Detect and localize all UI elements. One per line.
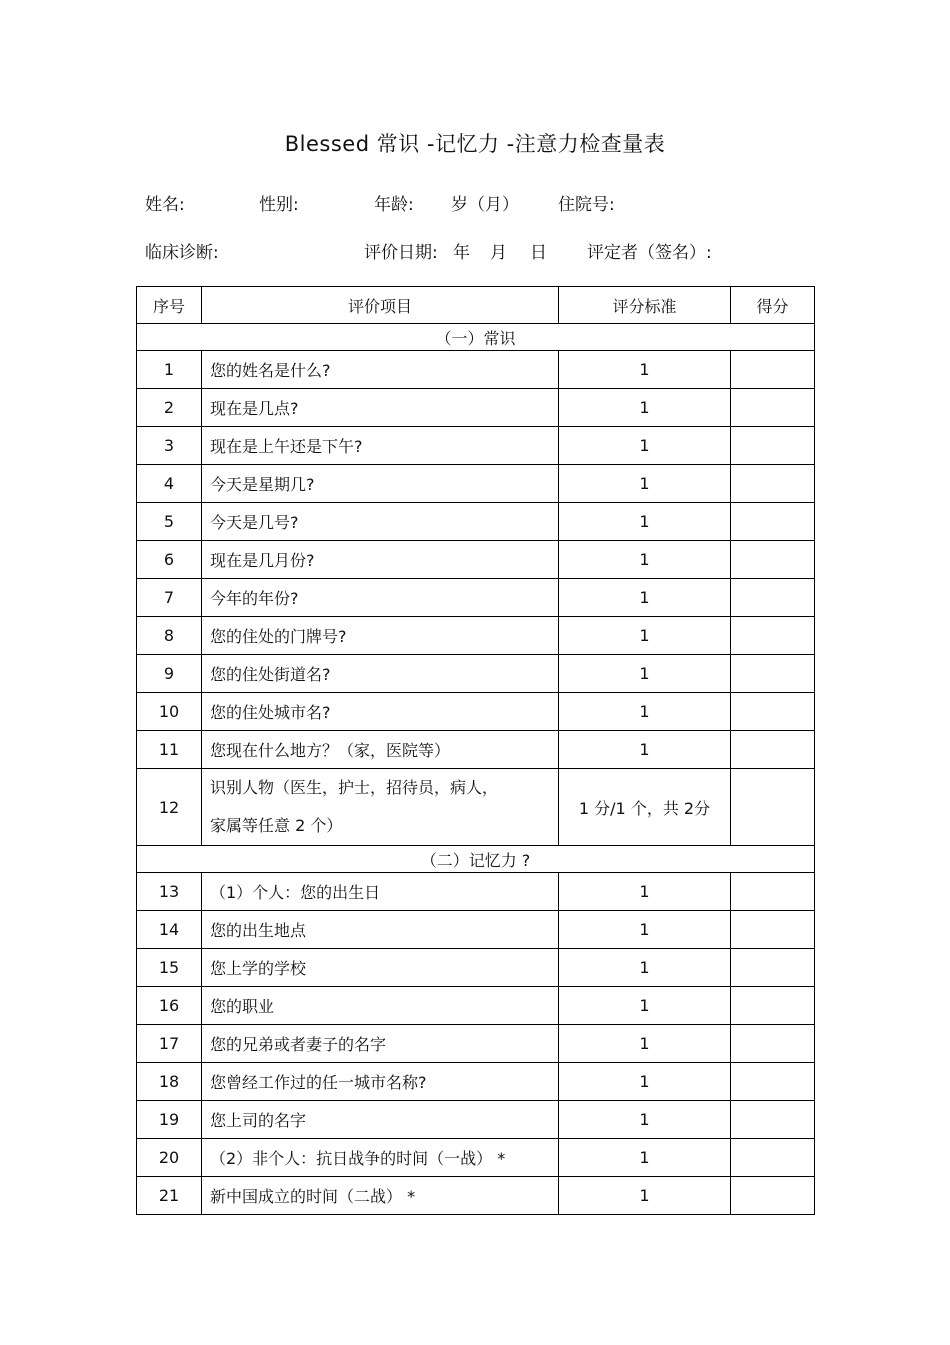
score-cell[interactable] xyxy=(731,465,815,503)
row-item: 您现在什么地方？（家，医院等） xyxy=(202,731,559,769)
row-item: 今天是星期几? xyxy=(202,465,559,503)
row-item: 现在是几月份? xyxy=(202,541,559,579)
row-no: 8 xyxy=(137,617,202,655)
row-item: 您上学的学校 xyxy=(202,949,559,987)
row-no: 12 xyxy=(137,769,202,846)
score-cell[interactable] xyxy=(731,427,815,465)
table-row xyxy=(137,1177,815,1215)
score-cell[interactable] xyxy=(731,873,815,911)
row-item: （1）个人：您的出生日 xyxy=(202,873,559,911)
table-row xyxy=(137,617,815,655)
row-item: 现在是上午还是下午? xyxy=(202,427,559,465)
header-no: 序号 xyxy=(137,287,202,324)
table-row xyxy=(137,693,815,731)
row-item: 您的住处城市名? xyxy=(202,693,559,731)
age-unit-label: 岁（月） xyxy=(451,195,519,215)
table-row xyxy=(137,389,815,427)
table-row xyxy=(137,1101,815,1139)
score-cell[interactable] xyxy=(731,731,815,769)
row-no: 10 xyxy=(137,693,202,731)
row-item: 您的住处街道名? xyxy=(202,655,559,693)
row-no: 20 xyxy=(137,1139,202,1177)
score-cell[interactable] xyxy=(731,949,815,987)
row-standard: 1 xyxy=(559,693,731,731)
row-standard: 1 分/1 个，共 2分 xyxy=(559,769,731,846)
score-cell[interactable] xyxy=(731,579,815,617)
row-item-line: 家属等任意 2 个） xyxy=(210,816,343,835)
row-standard: 1 xyxy=(559,1177,731,1215)
table-row xyxy=(137,541,815,579)
row-item: 今年的年份? xyxy=(202,579,559,617)
diagnosis-label: 临床诊断: xyxy=(145,243,219,263)
header-item: 评价项目 xyxy=(202,287,559,324)
row-standard: 1 xyxy=(559,617,731,655)
row-item: 您上司的名字 xyxy=(202,1101,559,1139)
section-title: （二）记忆力 ? xyxy=(137,846,815,873)
table-row xyxy=(137,1063,815,1101)
row-no: 5 xyxy=(137,503,202,541)
table-row xyxy=(137,911,815,949)
header-score: 得分 xyxy=(731,287,815,324)
row-no: 15 xyxy=(137,949,202,987)
table-row xyxy=(137,579,815,617)
row-no: 17 xyxy=(137,1025,202,1063)
score-cell[interactable] xyxy=(731,911,815,949)
row-standard: 1 xyxy=(559,579,731,617)
table-row xyxy=(137,351,815,389)
row-standard: 1 xyxy=(559,1063,731,1101)
row-no: 3 xyxy=(137,427,202,465)
row-no: 1 xyxy=(137,351,202,389)
score-cell[interactable] xyxy=(731,987,815,1025)
score-cell[interactable] xyxy=(731,769,815,846)
row-standard: 1 xyxy=(559,1101,731,1139)
row-standard: 1 xyxy=(559,427,731,465)
row-no: 7 xyxy=(137,579,202,617)
row-no: 2 xyxy=(137,389,202,427)
row-no: 6 xyxy=(137,541,202,579)
row-item: 您的姓名是什么? xyxy=(202,351,559,389)
age-label: 年龄: xyxy=(374,195,414,215)
section-title: （一）常识 xyxy=(137,324,815,351)
year-label: 年 xyxy=(453,243,470,263)
row-item: 您的出生地点 xyxy=(202,911,559,949)
row-standard: 1 xyxy=(559,1025,731,1063)
table-row xyxy=(137,1139,815,1177)
score-cell[interactable] xyxy=(731,693,815,731)
row-standard: 1 xyxy=(559,949,731,987)
row-standard: 1 xyxy=(559,465,731,503)
row-item: 您的职业 xyxy=(202,987,559,1025)
row-no: 13 xyxy=(137,873,202,911)
score-cell[interactable] xyxy=(731,351,815,389)
row-item: 您的兄弟或者妻子的名字 xyxy=(202,1025,559,1063)
score-cell[interactable] xyxy=(731,1177,815,1215)
row-standard: 1 xyxy=(559,389,731,427)
eval-date-label: 评价日期: xyxy=(364,243,438,263)
row-no: 21 xyxy=(137,1177,202,1215)
row-standard: 1 xyxy=(559,731,731,769)
row-item: 今天是几号? xyxy=(202,503,559,541)
table-row xyxy=(137,1025,815,1063)
row-no: 14 xyxy=(137,911,202,949)
sex-label: 性别: xyxy=(259,195,299,215)
table-row xyxy=(137,427,815,465)
row-standard: 1 xyxy=(559,351,731,389)
row-item: 现在是几点? xyxy=(202,389,559,427)
table-row xyxy=(137,769,815,846)
row-standard: 1 xyxy=(559,873,731,911)
table-row xyxy=(137,465,815,503)
admission-no-label: 住院号: xyxy=(558,195,615,215)
day-label: 日 xyxy=(530,243,547,263)
name-label: 姓名: xyxy=(145,195,185,215)
row-item: 新中国成立的时间（二战） * xyxy=(202,1177,559,1215)
table-row xyxy=(137,987,815,1025)
row-standard: 1 xyxy=(559,655,731,693)
table-row xyxy=(137,503,815,541)
header-standard: 评分标准 xyxy=(559,287,731,324)
score-cell[interactable] xyxy=(731,1025,815,1063)
row-item xyxy=(202,769,559,846)
row-no: 18 xyxy=(137,1063,202,1101)
row-standard: 1 xyxy=(559,503,731,541)
row-standard: 1 xyxy=(559,987,731,1025)
row-no: 9 xyxy=(137,655,202,693)
score-cell[interactable] xyxy=(731,1101,815,1139)
row-item: 您的住处的门牌号? xyxy=(202,617,559,655)
row-item: 您曾经工作过的任一城市名称? xyxy=(202,1063,559,1101)
row-no: 4 xyxy=(137,465,202,503)
table-row xyxy=(137,731,815,769)
page-title: Blessed 常识 -记忆力 -注意力检查量表 xyxy=(284,132,666,156)
row-no: 11 xyxy=(137,731,202,769)
table-row xyxy=(137,949,815,987)
row-item: （2）非个人：抗日战争的时间（一战） * xyxy=(202,1139,559,1177)
assessment-table xyxy=(136,286,815,1215)
score-cell[interactable] xyxy=(731,655,815,693)
evaluator-label: 评定者（签名）: xyxy=(587,243,712,263)
score-cell[interactable] xyxy=(731,503,815,541)
row-no: 19 xyxy=(137,1101,202,1139)
table-row xyxy=(137,873,815,911)
score-cell[interactable] xyxy=(731,1139,815,1177)
month-label: 月 xyxy=(490,243,507,263)
row-standard: 1 xyxy=(559,1139,731,1177)
score-cell[interactable] xyxy=(731,617,815,655)
row-standard: 1 xyxy=(559,541,731,579)
table-row xyxy=(137,655,815,693)
score-cell[interactable] xyxy=(731,1063,815,1101)
score-cell[interactable] xyxy=(731,389,815,427)
row-item-line: 识别人物（医生，护士，招待员，病人， xyxy=(210,778,499,797)
score-cell[interactable] xyxy=(731,541,815,579)
row-no: 16 xyxy=(137,987,202,1025)
row-standard: 1 xyxy=(559,911,731,949)
